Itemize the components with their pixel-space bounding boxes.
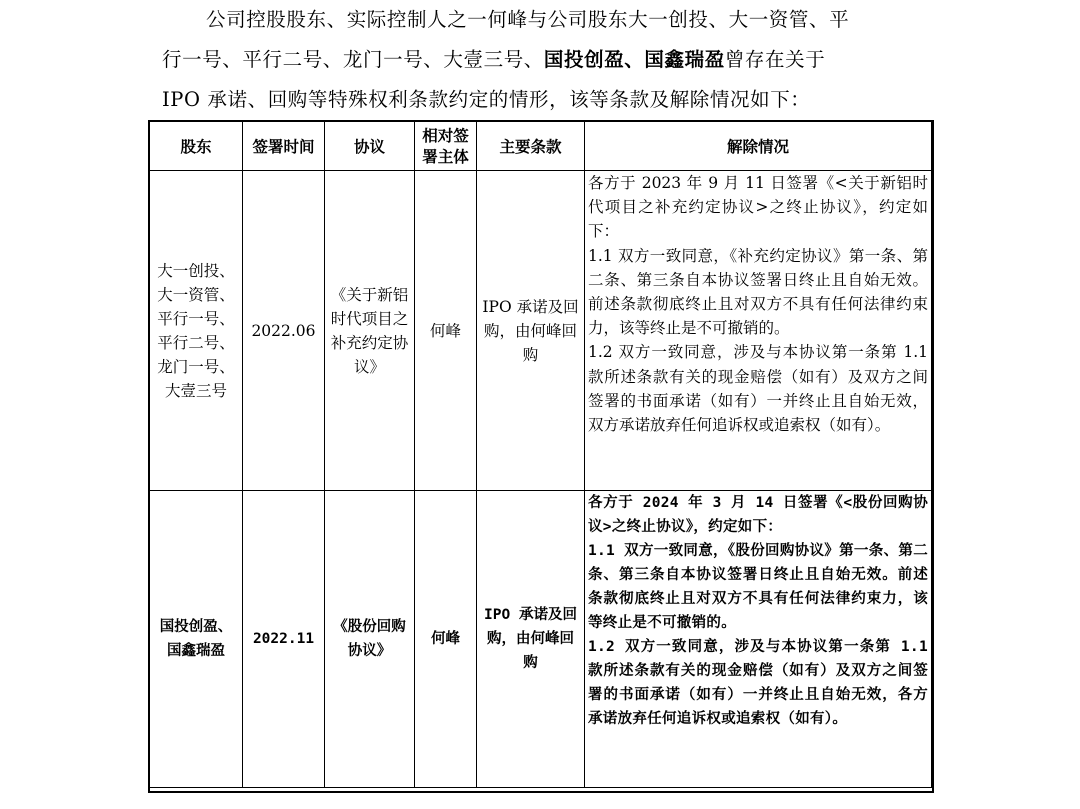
cell-counterparty: 何峰 <box>415 171 477 491</box>
intro-line-2-end: 曾存在关于 <box>724 48 826 71</box>
header-agreement: 协议 <box>325 122 415 171</box>
special-rights-table <box>149 121 932 788</box>
table-header-row <box>150 122 932 171</box>
cell-shareholder: 国投创盈、国鑫瑞盈 <box>150 491 243 788</box>
intro-paragraph <box>162 0 922 120</box>
intro-line-2 <box>162 40 922 80</box>
header-main-terms: 主要条款 <box>477 122 585 171</box>
table-row <box>150 491 932 788</box>
cell-agreement: 《关于新铝时代项目之补充约定协议》 <box>325 171 415 491</box>
cell-sign-date: 2022.06 <box>243 171 325 491</box>
header-sign-date: 签署时间 <box>243 122 325 171</box>
cell-release-status: 各方于 2024 年 3 月 14 日签署《<股份回购协议>之终止协议》，约定如下： 1.1 双方一致同意，《股份回购协议》第一条、第二条、第三条自本协议签署日终止且自始无效。前述条款彻底终止且对双方不具有任何法律约束力，该等终止是不可撤销的。 1.2 双方一致同意，涉及与本协议第一条第 1.1 款所述条款有关的现金赔偿（如有）及双方之间签署的书面承诺（如有）一并终止且自始无效，各方承诺放弃任何追诉权或追索权（如有）。 <box>585 491 932 788</box>
cell-counterparty: 何峰 <box>415 491 477 788</box>
cell-shareholder: 大一创投、大一资管、平行一号、平行二号、龙门一号、大壹三号 <box>150 171 243 491</box>
table-row <box>150 171 932 491</box>
intro-line-3: IPO 承诺、回购等特殊权利条款约定的情形，该等条款及解除情况如下： <box>162 88 811 111</box>
cell-main-terms: IPO 承诺及回购，由何峰回购 <box>477 491 585 788</box>
intro-line-1: 公司控股股东、实际控制人之一何峰与公司股东大一创投、大一资管、平 <box>206 8 850 31</box>
header-counterparty: 相对签署主体 <box>415 122 477 171</box>
cell-agreement: 《股份回购协议》 <box>325 491 415 788</box>
header-shareholder: 股东 <box>150 122 243 171</box>
cell-release-status: 各方于 2023 年 9 月 11 日签署《<关于新铝时代项目之补充约定协议>之终止协议》，约定如下： 1.1 双方一致同意，《补充约定协议》第一条、第二条、第三条自本协议签署日终止且自始无效。前述条款彻底终止且对双方不具有任何法律约束力，该等终止是不可撤销的。 1.2 双方一致同意，涉及与本协议第一条第 1.1 款所述条款有关的现金赔偿（如有）及双方之间签署的书面承诺（如有）一并终止且自始无效，双方承诺放弃任何追诉权或追索权（如有）。 <box>585 171 932 491</box>
cell-sign-date: 2022.11 <box>243 491 325 788</box>
header-release-status: 解除情况 <box>585 122 932 171</box>
cell-main-terms: IPO 承诺及回购，由何峰回购 <box>477 171 585 491</box>
intro-line-2-bold: 国投创盈、国鑫瑞盈 <box>543 48 725 71</box>
intro-line-2-start: 行一号、平行二号、龙门一号、大壹三号、 <box>162 48 544 71</box>
